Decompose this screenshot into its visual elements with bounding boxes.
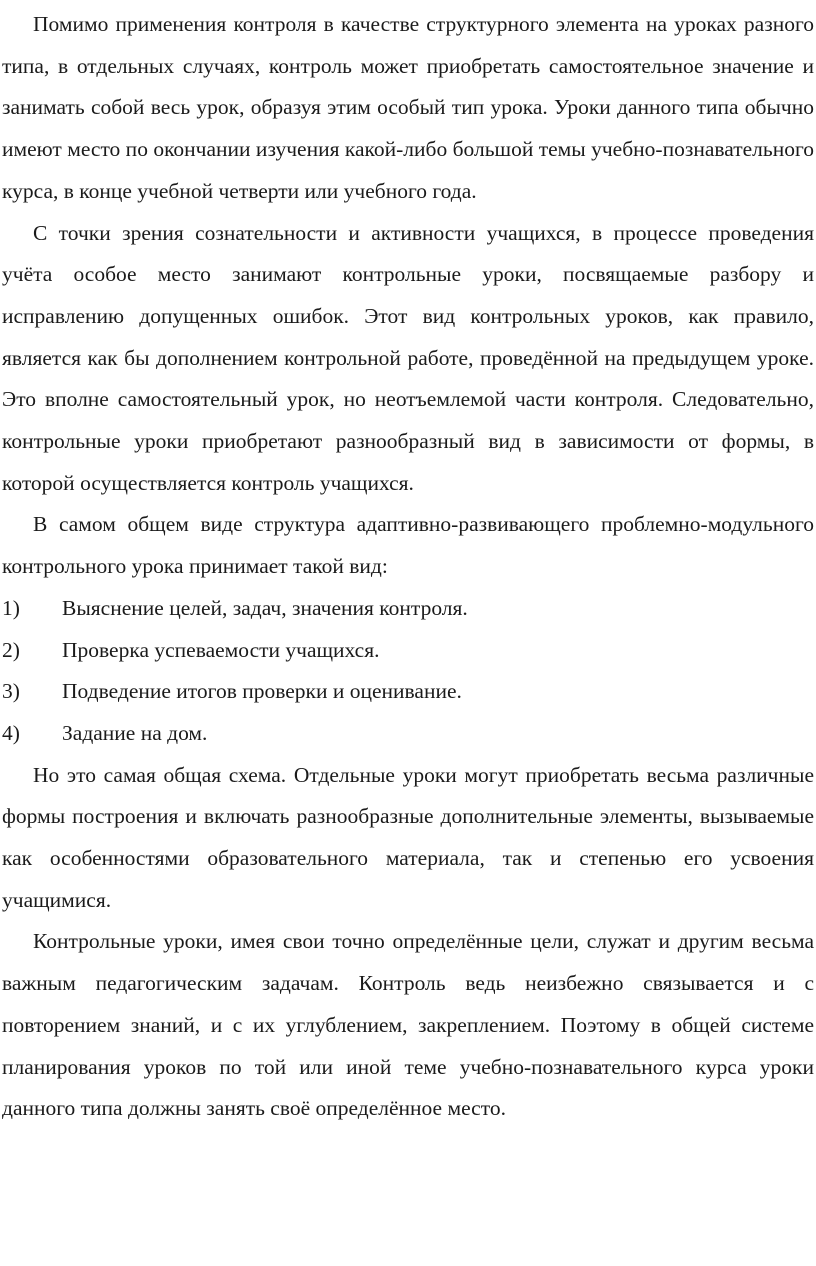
list-item [2,713,814,755]
list-item [2,630,814,672]
paragraph-general-scheme: Но это самая общая схема. Отдельные уроки могут приобретать весьма различные формы построения и включать разнообразные дополнительные элементы, вызываемые как особенностями образовательного материала, так и степенью его усвоения учащимися. [2,762,814,912]
list-item-text: Подведение итогов проверки и оценивание. [62,679,462,704]
paragraph-lesson-control-type: Помимо применения контроля в качестве структурного элемента на уроках разного типа, в отдельных случаях, контроль может приобретать самостоятельное значение и занимать собой весь урок, образуя этим особый тип урока. Уроки данного типа обычно имеют место по окончании изучения какой-либо большой темы учебно-познавательного курса, в конце учебной четверти или учебного года. [2,12,814,203]
list-item-text: Выяснение целей, задач, значения контроля. [62,595,468,620]
list-item-number: 4) [2,720,20,745]
list-item-number: 2) [2,637,20,662]
list-item [2,671,814,713]
list-item-number: 1) [2,595,20,620]
list-item-text: Задание на дом. [62,720,208,745]
list-item-text: Проверка успеваемости учащихся. [62,637,380,662]
paragraph-control-lesson-goals: Контрольные уроки, имея свои точно определённые цели, служат и другим весьма важным педагогическим задачам. Контроль ведь неизбежно связывается и с повторением знаний, и с их углублением, закреплением. Поэтому в общей системе планирования уроков по той или иной теме учебно-познавательного курса уроки данного типа должны занять своё определённое место. [2,929,814,1121]
paragraph-lesson-structure-intro: В самом общем виде структура адаптивно-развивающего проблемно-модульного контрольного урока принимает такой вид: [2,512,814,579]
lesson-structure-list [2,588,814,755]
list-item [2,588,814,630]
list-item-number: 3) [2,679,20,704]
paragraph-error-review-lessons: С точки зрения сознательности и активности учащихся, в процессе проведения учёта особое место занимают контрольные уроки, посвящаемые разбору и исправлению допущенных ошибок. Этот вид контрольных уроков, как правило, является как бы дополнением контрольной работе, проведённой на предыдущем уроке. Это вполне самостоятельный урок, но неотъемлемой части контроля. Следовательно, контрольные уроки приобретают разнообразный вид в зависимости от формы, в которой осуществляется контроль учащихся. [2,220,814,495]
